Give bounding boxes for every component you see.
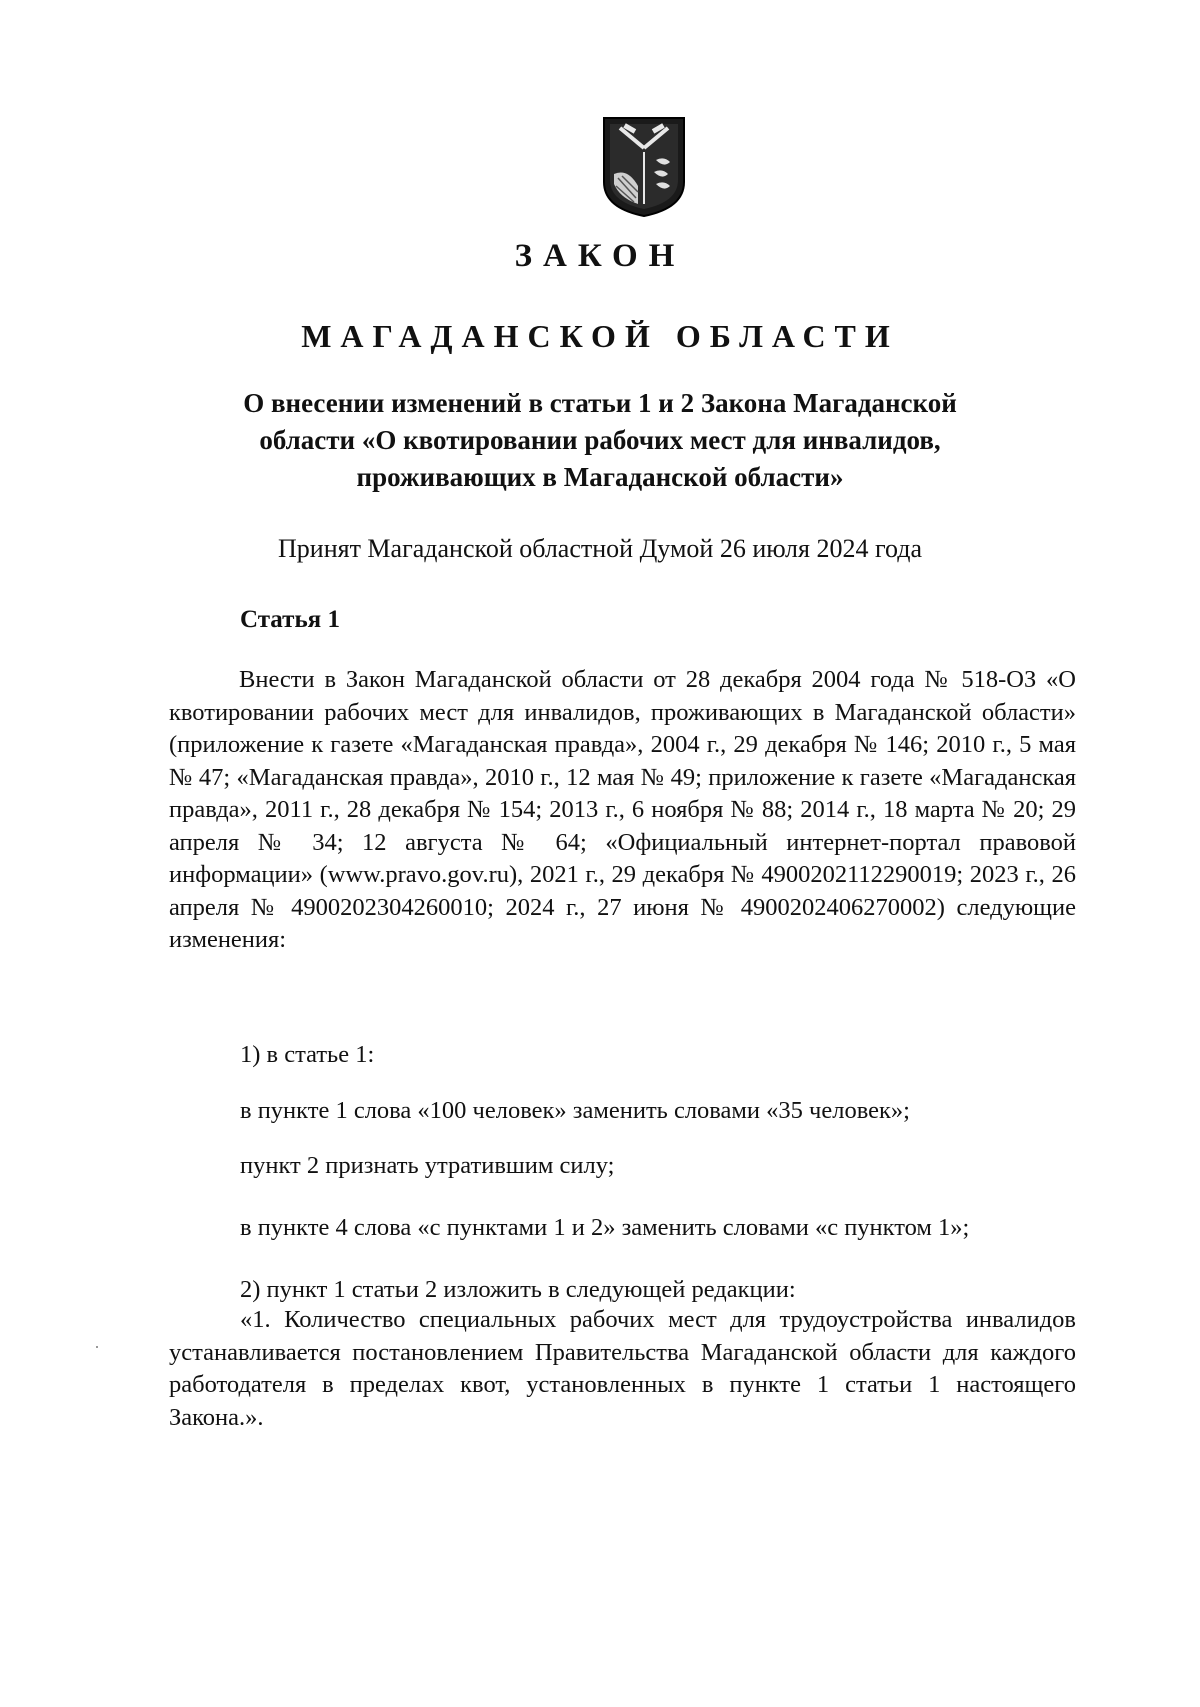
amendment-subitem: в пункте 1 слова «100 человек» заменить словами «35 человек»; [240,1097,910,1124]
amendment-subitem: пункт 2 признать утратившим силу; [240,1152,615,1179]
subject-line: области «О квотировании рабочих мест для инвалидов, [259,425,941,455]
magadan-coat-of-arms-icon [598,112,690,220]
law-subject [0,385,1200,496]
article-intro-paragraph: Внести в Закон Магаданской области от 28 декабря 2004 года № 518-ОЗ «О квотировании рабочих мест для инвалидов, проживающих в Магаданской области» (приложение к газете «Магаданская правда», 2004 г., 29 декабря № 146; 2010 г., 5 мая № 47; «Магаданская правда», 2010 г., 12 мая № 49; приложение к газете «Магаданская правда», 2011 г., 28 декабря № 154; 2013 г., 6 ноября № 88; 2014 г., 18 марта № 20; 29 апреля № 34; 12 августа № 64; «Официальный интернет-портал правовой информации» (www.pravo.gov.ru), 2021 г., 29 декабря № 4900202112290019; 2023 г., 26 апреля № 4900202304260010; 2024 г., 27 июня № 4900202406270002) следующие изменения: [169,666,1076,953]
law-title: ЗАКОН [514,238,686,274]
subject-line: проживающих в Магаданской области» [356,462,844,492]
amendment-item-2: 2) пункт 1 статьи 2 изложить в следующей редакции: [240,1276,796,1303]
region-title: МАГАДАНСКОЙ ОБЛАСТИ [301,318,899,354]
amendment-subitem: в пункте 4 слова «с пунктами 1 и 2» заменить словами «с пунктом 1»; [240,1214,970,1241]
scan-speck [96,1346,98,1348]
subject-line: О внесении изменений в статьи 1 и 2 Закона Магаданской [243,388,957,418]
amendment-item-1: 1) в статье 1: [240,1041,375,1068]
adoption-note: Принят Магаданской областной Думой 26 июля 2024 года [278,534,922,563]
article-heading: Статья 1 [240,606,340,633]
new-wording-paragraph: «1. Количество специальных рабочих мест для трудоустройства инвалидов устанавливается постановлением Правительства Магаданской области для каждого работодателя в пределах квот, установленных в пункте 1 статьи 1 настоящего Закона.». [169,1306,1076,1431]
